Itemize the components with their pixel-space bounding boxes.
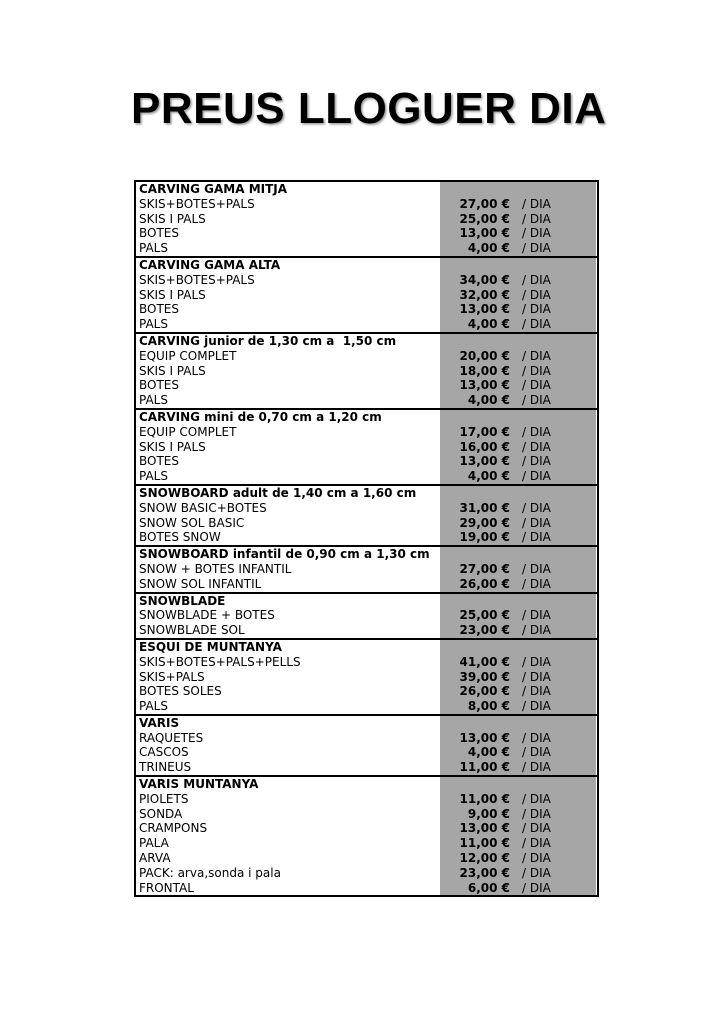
table-row [136, 562, 597, 577]
item-price-cell [440, 302, 597, 317]
item-unit: / DIA [522, 745, 551, 760]
item-price-cell [440, 530, 597, 545]
item-price: 11,00 € [459, 836, 510, 851]
item-label: TRINEUS [139, 760, 192, 775]
item-unit: / DIA [522, 317, 551, 332]
item-price: 20,00 € [459, 348, 510, 363]
item-price: 39,00 € [459, 669, 510, 684]
table-row [136, 699, 597, 714]
table-row [136, 226, 597, 241]
item-unit: / DIA [522, 684, 551, 699]
item-price: 18,00 € [459, 363, 510, 378]
table-row [136, 378, 597, 393]
item-label: PALS [139, 469, 168, 484]
table-row [136, 670, 597, 685]
item-unit: / DIA [522, 211, 551, 226]
table-section [136, 484, 597, 545]
item-price-cell [440, 792, 597, 807]
item-label: PACK: arva,sonda i pala [139, 865, 281, 880]
item-price-cell [440, 684, 597, 699]
item-price: 11,00 € [459, 760, 510, 775]
table-row [136, 792, 597, 807]
item-price: 25,00 € [459, 211, 510, 226]
item-label: PALS [139, 241, 168, 256]
item-label: PALS [139, 317, 168, 332]
table-section [136, 592, 597, 638]
price-column-header-spacer [440, 716, 597, 731]
item-price: 4,00 € [467, 745, 510, 760]
section-header-label: CARVING junior de 1,30 cm a 1,50 cm [139, 333, 397, 348]
item-price-cell [440, 425, 597, 440]
item-price: 27,00 € [459, 561, 510, 576]
section-header-label: CARVING GAMA MITJA [139, 182, 288, 196]
item-unit: / DIA [522, 287, 551, 302]
price-column-header-spacer [440, 410, 597, 425]
item-unit: / DIA [522, 623, 551, 638]
price-column-header-spacer [440, 334, 597, 349]
item-unit: / DIA [522, 454, 551, 469]
table-row [136, 655, 597, 670]
item-unit: / DIA [522, 669, 551, 684]
item-price: 16,00 € [459, 439, 510, 454]
item-price-cell [440, 241, 597, 256]
item-label: SNOW SOL INFANTIL [139, 576, 262, 591]
table-row [136, 760, 597, 775]
item-price: 13,00 € [459, 821, 510, 836]
item-unit: / DIA [522, 469, 551, 484]
item-price-cell [440, 454, 597, 469]
item-unit: / DIA [522, 561, 551, 576]
item-unit: / DIA [522, 363, 551, 378]
item-price-cell [440, 393, 597, 408]
table-section [136, 332, 597, 408]
item-unit: / DIA [522, 196, 551, 211]
item-unit: / DIA [522, 760, 551, 775]
price-column-header-spacer [440, 777, 597, 792]
table-row [136, 881, 597, 896]
item-price: 26,00 € [459, 684, 510, 699]
item-price-cell [440, 655, 597, 670]
table-row [136, 836, 597, 851]
table-row [136, 731, 597, 746]
item-label: SKIS+PALS [139, 669, 205, 684]
section-header-row [136, 334, 597, 349]
section-header-label: CARVING mini de 0,70 cm a 1,20 cm [139, 409, 382, 424]
price-column-header-spacer [440, 182, 597, 197]
item-price: 4,00 € [467, 241, 510, 256]
item-label: SKIS I PALS [139, 211, 206, 226]
item-label: SKIS+BOTES+PALS [139, 196, 255, 211]
item-price: 27,00 € [459, 196, 510, 211]
item-unit: / DIA [522, 836, 551, 851]
item-price-cell [440, 670, 597, 685]
item-price: 29,00 € [459, 515, 510, 530]
item-price-cell [440, 623, 597, 638]
item-unit: / DIA [522, 226, 551, 241]
item-unit: / DIA [522, 608, 551, 623]
item-price: 13,00 € [459, 378, 510, 393]
price-column-header-spacer [440, 594, 597, 609]
item-label: PIOLETS [139, 791, 189, 806]
item-price: 34,00 € [459, 272, 510, 287]
item-unit: / DIA [522, 348, 551, 363]
item-price-cell [440, 273, 597, 288]
table-section [136, 775, 597, 895]
item-unit: / DIA [522, 378, 551, 393]
item-label: CASCOS [139, 745, 189, 760]
table-row [136, 273, 597, 288]
item-label: SKIS I PALS [139, 287, 206, 302]
item-price-cell [440, 212, 597, 227]
table-row [136, 577, 597, 592]
table-row [136, 623, 597, 638]
table-section [136, 638, 597, 714]
item-label: SNOWBLADE + BOTES [139, 608, 275, 623]
item-price: 19,00 € [459, 530, 510, 545]
item-label: ARVA [139, 851, 171, 866]
item-price: 9,00 € [467, 806, 510, 821]
item-price: 26,00 € [459, 576, 510, 591]
item-unit: / DIA [522, 530, 551, 545]
page-title: PREUS LLOGUER DIA [131, 84, 607, 133]
item-label: EQUIP COMPLET [139, 348, 237, 363]
item-price: 13,00 € [459, 226, 510, 241]
section-header-label: CARVING GAMA ALTA [139, 257, 281, 272]
price-column-header-spacer [440, 258, 597, 273]
item-unit: / DIA [522, 791, 551, 806]
item-price-cell [440, 836, 597, 851]
item-unit: / DIA [522, 393, 551, 408]
table-row [136, 425, 597, 440]
item-price: 12,00 € [459, 851, 510, 866]
item-price-cell [440, 760, 597, 775]
item-price: 11,00 € [459, 791, 510, 806]
section-header-row [136, 716, 597, 731]
table-section [136, 408, 597, 484]
price-table [134, 180, 599, 897]
table-row [136, 288, 597, 303]
item-price: 41,00 € [459, 654, 510, 669]
item-price-cell [440, 378, 597, 393]
section-header-row [136, 410, 597, 425]
item-price: 13,00 € [459, 730, 510, 745]
item-price: 4,00 € [467, 317, 510, 332]
item-label: SKIS I PALS [139, 363, 206, 378]
item-price: 13,00 € [459, 454, 510, 469]
item-price-cell [440, 288, 597, 303]
price-column-header-spacer [440, 640, 597, 655]
item-price-cell [440, 197, 597, 212]
table-row [136, 454, 597, 469]
item-price-cell [440, 349, 597, 364]
item-price: 17,00 € [459, 424, 510, 439]
item-unit: / DIA [522, 730, 551, 745]
section-header-row [136, 777, 597, 792]
item-price-cell [440, 881, 597, 896]
item-unit: / DIA [522, 272, 551, 287]
item-price-cell [440, 440, 597, 455]
item-price-cell [440, 821, 597, 836]
item-label: PALS [139, 699, 168, 714]
section-header-label: ESQUI DE MUNTANYA [139, 639, 282, 654]
item-price: 13,00 € [459, 302, 510, 317]
table-row [136, 501, 597, 516]
table-row [136, 851, 597, 866]
item-price-cell [440, 745, 597, 760]
item-price: 6,00 € [467, 880, 510, 895]
section-header-row [136, 182, 597, 197]
item-price: 32,00 € [459, 287, 510, 302]
item-price-cell [440, 699, 597, 714]
item-label: BOTES [139, 302, 179, 317]
item-label: SKIS+BOTES+PALS+PELLS [139, 654, 301, 669]
table-row [136, 684, 597, 699]
table-section [136, 256, 597, 332]
item-price-cell [440, 317, 597, 332]
table-row [136, 440, 597, 455]
section-header-row [136, 594, 597, 609]
item-price: 4,00 € [467, 393, 510, 408]
table-row [136, 530, 597, 545]
table-row [136, 821, 597, 836]
item-price: 8,00 € [467, 699, 510, 714]
item-unit: / DIA [522, 699, 551, 714]
item-label: BOTES SOLES [139, 684, 222, 699]
item-price: 23,00 € [459, 865, 510, 880]
table-row [136, 866, 597, 881]
table-row [136, 317, 597, 332]
item-price-cell [440, 501, 597, 516]
item-label: SNOWBLADE SOL [139, 623, 245, 638]
table-row [136, 807, 597, 822]
item-price: 25,00 € [459, 608, 510, 623]
item-price-cell [440, 866, 597, 881]
item-unit: / DIA [522, 500, 551, 515]
item-unit: / DIA [522, 576, 551, 591]
item-label: PALS [139, 393, 168, 408]
item-price-cell [440, 562, 597, 577]
section-header-row [136, 486, 597, 501]
table-section [136, 545, 597, 591]
section-header-row [136, 258, 597, 273]
item-unit: / DIA [522, 515, 551, 530]
item-price: 31,00 € [459, 500, 510, 515]
item-label: PALA [139, 836, 169, 851]
item-unit: / DIA [522, 806, 551, 821]
item-price: 23,00 € [459, 623, 510, 638]
item-price-cell [440, 807, 597, 822]
price-column-header-spacer [440, 486, 597, 501]
table-row [136, 393, 597, 408]
table-row [136, 745, 597, 760]
item-unit: / DIA [522, 654, 551, 669]
item-price-cell [440, 608, 597, 623]
item-label: BOTES [139, 378, 179, 393]
section-header-label: VARIS MUNTANYA [139, 777, 259, 792]
item-label: SNOW SOL BASIC [139, 515, 245, 530]
item-unit: / DIA [522, 302, 551, 317]
item-label: BOTES SNOW [139, 530, 221, 545]
item-price-cell [440, 364, 597, 379]
item-label: EQUIP COMPLET [139, 424, 237, 439]
table-row [136, 302, 597, 317]
item-unit: / DIA [522, 865, 551, 880]
price-column-header-spacer [440, 547, 597, 562]
section-header-label: SNOWBOARD adult de 1,40 cm a 1,60 cm [139, 485, 417, 500]
item-price-cell [440, 577, 597, 592]
table-row [136, 364, 597, 379]
item-price-cell [440, 851, 597, 866]
item-label: BOTES [139, 226, 179, 241]
item-unit: / DIA [522, 424, 551, 439]
item-label: RAQUETES [139, 730, 204, 745]
table-section [136, 714, 597, 775]
item-unit: / DIA [522, 880, 551, 895]
item-label: BOTES [139, 454, 179, 469]
item-unit: / DIA [522, 821, 551, 836]
item-label: SNOW BASIC+BOTES [139, 500, 267, 515]
table-section [136, 182, 597, 256]
table-row [136, 349, 597, 364]
section-header-row [136, 547, 597, 562]
item-label: SONDA [139, 806, 183, 821]
item-unit: / DIA [522, 241, 551, 256]
table-row [136, 212, 597, 227]
item-unit: / DIA [522, 439, 551, 454]
section-header-row [136, 640, 597, 655]
table-row [136, 197, 597, 212]
table-row [136, 608, 597, 623]
item-price-cell [440, 516, 597, 531]
item-label: CRAMPONS [139, 821, 208, 836]
item-unit: / DIA [522, 851, 551, 866]
item-label: SKIS I PALS [139, 439, 206, 454]
table-row [136, 241, 597, 256]
table-row [136, 469, 597, 484]
item-label: FRONTAL [139, 880, 194, 895]
table-row [136, 516, 597, 531]
item-price: 4,00 € [467, 469, 510, 484]
section-header-label: SNOWBLADE [139, 593, 226, 608]
section-header-label: VARIS [139, 715, 180, 730]
item-label: SKIS+BOTES+PALS [139, 272, 255, 287]
section-header-label: SNOWBOARD infantil de 0,90 cm a 1,30 cm [139, 547, 430, 562]
item-price-cell [440, 226, 597, 241]
item-price-cell [440, 469, 597, 484]
item-price-cell [440, 731, 597, 746]
item-label: SNOW + BOTES INFANTIL [139, 561, 292, 576]
